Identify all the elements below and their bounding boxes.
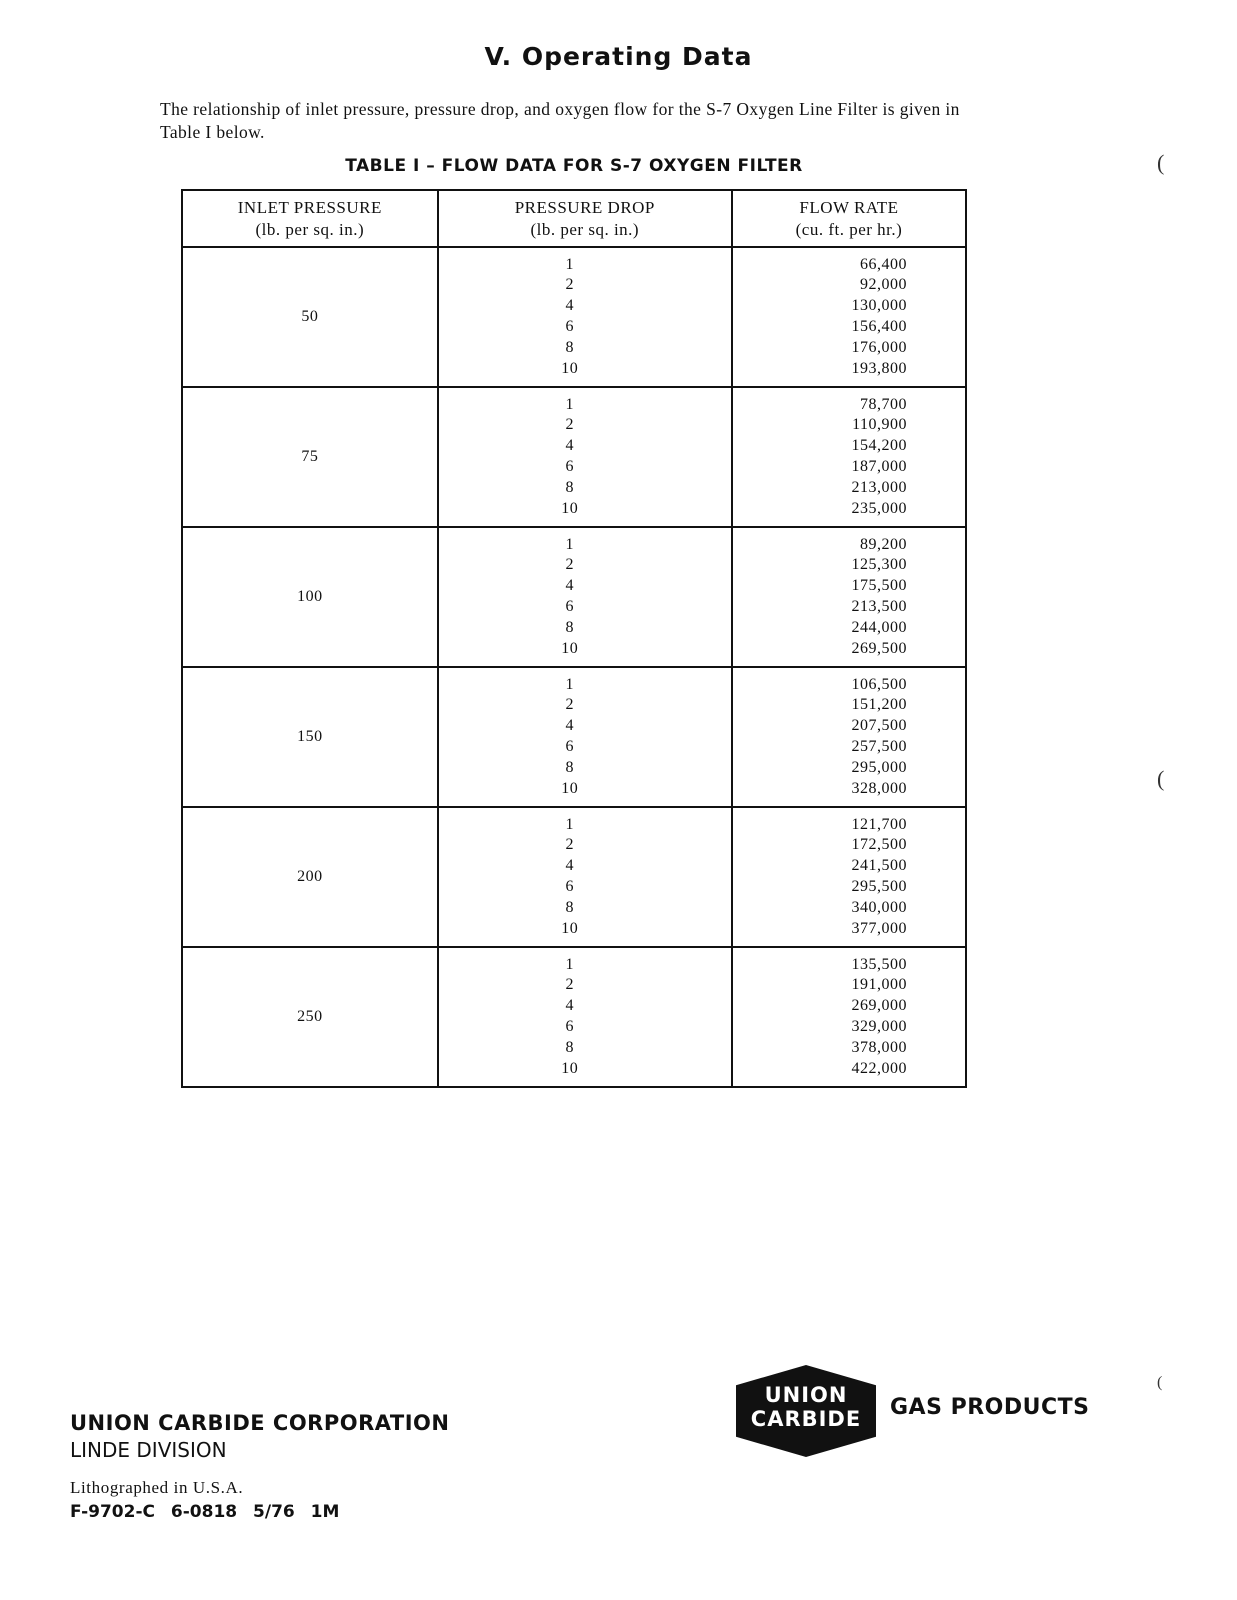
flow-rate-value: 193,800	[851, 359, 907, 377]
pressure-drop-value: 2	[565, 556, 575, 574]
intro-paragraph: The relationship of inlet pressure, pressure drop, and oxygen flow for the S-7 Oxygen Line Filter is given in Table I below.	[160, 98, 960, 142]
flow-rate-value: 241,500	[851, 857, 907, 875]
flow-rate-value: 78,700	[860, 395, 907, 413]
flow-rate-value: 135,500	[851, 955, 907, 973]
flow-rate-value: 151,200	[851, 696, 907, 714]
pressure-drop-cell	[438, 667, 732, 807]
flow-rate-value: 106,500	[851, 675, 907, 693]
pressure-drop-value: 8	[565, 758, 575, 776]
flow-rate-value: 378,000	[851, 1038, 907, 1056]
gas-products-label: GAS PRODUCTS	[890, 1395, 1090, 1420]
flow-rate-value: 156,400	[851, 318, 907, 335]
table-row	[182, 387, 966, 527]
flow-rate-cell	[732, 807, 966, 947]
flow-rate-value: 130,000	[851, 297, 907, 315]
pressure-drop-cell	[438, 947, 732, 1087]
inlet-pressure-cell: 50	[182, 247, 438, 387]
flow-rate-value: 295,000	[851, 758, 907, 776]
table-header-row	[182, 190, 966, 247]
pressure-drop-list	[439, 955, 731, 1080]
flow-rate-value: 244,000	[851, 618, 907, 636]
flow-rate-value: 257,500	[851, 738, 907, 755]
lithographed-note: Lithographed in U.S.A.	[70, 1478, 244, 1497]
pressure-drop-value: 10	[561, 919, 579, 937]
inlet-pressure-cell: 200	[182, 807, 438, 947]
flow-rate-cell	[732, 247, 966, 387]
inlet-pressure-cell: 150	[182, 667, 438, 807]
flow-rate-cell	[732, 527, 966, 667]
margin-mark: (	[1157, 150, 1165, 175]
pressure-drop-value: 2	[565, 836, 575, 854]
pressure-drop-value: 4	[565, 297, 575, 315]
inlet-pressure-cell: 250	[182, 947, 438, 1087]
pressure-drop-list	[439, 535, 731, 660]
pressure-drop-value: 2	[565, 696, 575, 714]
flow-rate-cell	[732, 387, 966, 527]
flow-rate-cell	[732, 947, 966, 1087]
flow-rate-value: 295,500	[851, 878, 907, 895]
header-label: FLOW RATE	[799, 197, 899, 217]
pressure-drop-value: 4	[565, 997, 575, 1015]
pressure-drop-value: 6	[565, 1018, 575, 1035]
pressure-drop-value: 10	[561, 779, 579, 797]
division-name: LINDE DIVISION	[70, 1438, 227, 1462]
header-unit: (lb. per sq. in.)	[255, 219, 365, 239]
header-label: PRESSURE DROP	[514, 197, 655, 217]
pressure-drop-cell	[438, 807, 732, 947]
flow-rate-value: 125,300	[851, 556, 907, 574]
pressure-drop-value: 6	[565, 458, 575, 475]
flow-rate-list	[733, 395, 965, 520]
pressure-drop-value: 4	[565, 577, 575, 595]
pressure-drop-value: 2	[565, 976, 575, 994]
pressure-drop-list	[439, 255, 731, 380]
logo-line: CARBIDE	[750, 1407, 862, 1431]
flow-rate-value: 154,200	[851, 437, 907, 455]
flow-rate-value: 172,500	[851, 836, 907, 854]
header-unit: (lb. per sq. in.)	[530, 219, 640, 239]
flow-rate-value: 175,500	[851, 577, 907, 595]
pressure-drop-value: 6	[565, 318, 575, 335]
flow-rate-value: 121,700	[851, 815, 907, 833]
header-unit: (cu. ft. per hr.)	[795, 219, 903, 239]
pressure-drop-value: 6	[565, 878, 575, 895]
flow-rate-value: 422,000	[851, 1059, 907, 1077]
section-title: V. Operating Data	[484, 42, 753, 71]
flow-rate-value: 191,000	[851, 976, 907, 994]
corporation-name: UNION CARBIDE CORPORATION	[70, 1411, 450, 1435]
pressure-drop-value: 8	[565, 1038, 575, 1056]
flow-rate-value: 213,500	[851, 598, 907, 615]
flow-data-table	[181, 189, 967, 1088]
pressure-drop-value: 1	[565, 395, 575, 413]
pressure-drop-value: 2	[565, 276, 575, 294]
union-carbide-logo	[736, 1365, 876, 1457]
flow-rate-value: 269,500	[851, 639, 907, 657]
table-row	[182, 247, 966, 387]
pressure-drop-value: 8	[565, 618, 575, 636]
flow-rate-value: 66,400	[860, 255, 907, 273]
pressure-drop-value: 4	[565, 437, 575, 455]
table-row	[182, 947, 966, 1087]
flow-rate-list	[733, 815, 965, 940]
flow-rate-value: 92,000	[860, 276, 907, 294]
pressure-drop-cell	[438, 247, 732, 387]
flow-rate-value: 235,000	[851, 499, 907, 517]
flow-rate-value: 176,000	[851, 338, 907, 356]
pressure-drop-list	[439, 675, 731, 800]
flow-rate-list	[733, 675, 965, 800]
table-row	[182, 527, 966, 667]
table-row	[182, 667, 966, 807]
flow-rate-value: 269,000	[851, 997, 907, 1015]
pressure-drop-cell	[438, 387, 732, 527]
pressure-drop-list	[439, 815, 731, 940]
pressure-drop-value: 10	[561, 1059, 579, 1077]
flow-rate-value: 213,000	[851, 478, 907, 496]
flow-rate-value: 110,900	[852, 416, 907, 434]
table-row	[182, 807, 966, 947]
table-body	[182, 247, 966, 1087]
pressure-drop-value: 2	[565, 416, 575, 434]
flow-rate-value: 187,000	[851, 458, 907, 475]
inlet-pressure-cell: 75	[182, 387, 438, 527]
pressure-drop-value: 1	[565, 675, 575, 693]
pressure-drop-value: 10	[561, 359, 579, 377]
margin-mark: (	[1157, 1374, 1163, 1391]
flow-rate-value: 89,200	[860, 535, 907, 553]
header-label: INLET PRESSURE	[237, 197, 382, 217]
header-inlet-pressure	[182, 190, 438, 247]
flow-rate-list	[733, 255, 965, 380]
pressure-drop-value: 1	[565, 255, 575, 273]
inlet-pressure-cell: 100	[182, 527, 438, 667]
pressure-drop-value: 4	[565, 857, 575, 875]
flow-rate-value: 340,000	[851, 898, 907, 916]
pressure-drop-value: 8	[565, 338, 575, 356]
pressure-drop-value: 6	[565, 598, 575, 615]
footer-corporation-block	[70, 1411, 449, 1462]
header-flow-rate	[732, 190, 966, 247]
table-caption: TABLE I – FLOW DATA FOR S-7 OXYGEN FILTER	[345, 156, 803, 176]
flow-rate-value: 207,500	[851, 717, 907, 735]
pressure-drop-value: 10	[561, 639, 579, 657]
margin-mark: (	[1157, 766, 1165, 791]
pressure-drop-value: 1	[565, 535, 575, 553]
pressure-drop-value: 8	[565, 478, 575, 496]
pressure-drop-value: 4	[565, 717, 575, 735]
pressure-drop-value: 6	[565, 738, 575, 755]
pressure-drop-value: 1	[565, 815, 575, 833]
pressure-drop-list	[439, 395, 731, 520]
flow-rate-list	[733, 955, 965, 1080]
pressure-drop-value: 1	[565, 955, 575, 973]
pressure-drop-value: 10	[561, 499, 579, 517]
header-pressure-drop	[438, 190, 732, 247]
pressure-drop-cell	[438, 527, 732, 667]
logo-line: UNION	[764, 1383, 848, 1407]
form-number: F-9702-C 6-0818 5/76 1M	[70, 1502, 340, 1522]
flow-rate-value: 377,000	[851, 919, 907, 937]
pressure-drop-value: 8	[565, 898, 575, 916]
flow-rate-list	[733, 535, 965, 660]
flow-rate-value: 328,000	[851, 779, 907, 797]
flow-rate-cell	[732, 667, 966, 807]
logo-text	[736, 1383, 876, 1431]
flow-rate-value: 329,000	[851, 1018, 907, 1035]
